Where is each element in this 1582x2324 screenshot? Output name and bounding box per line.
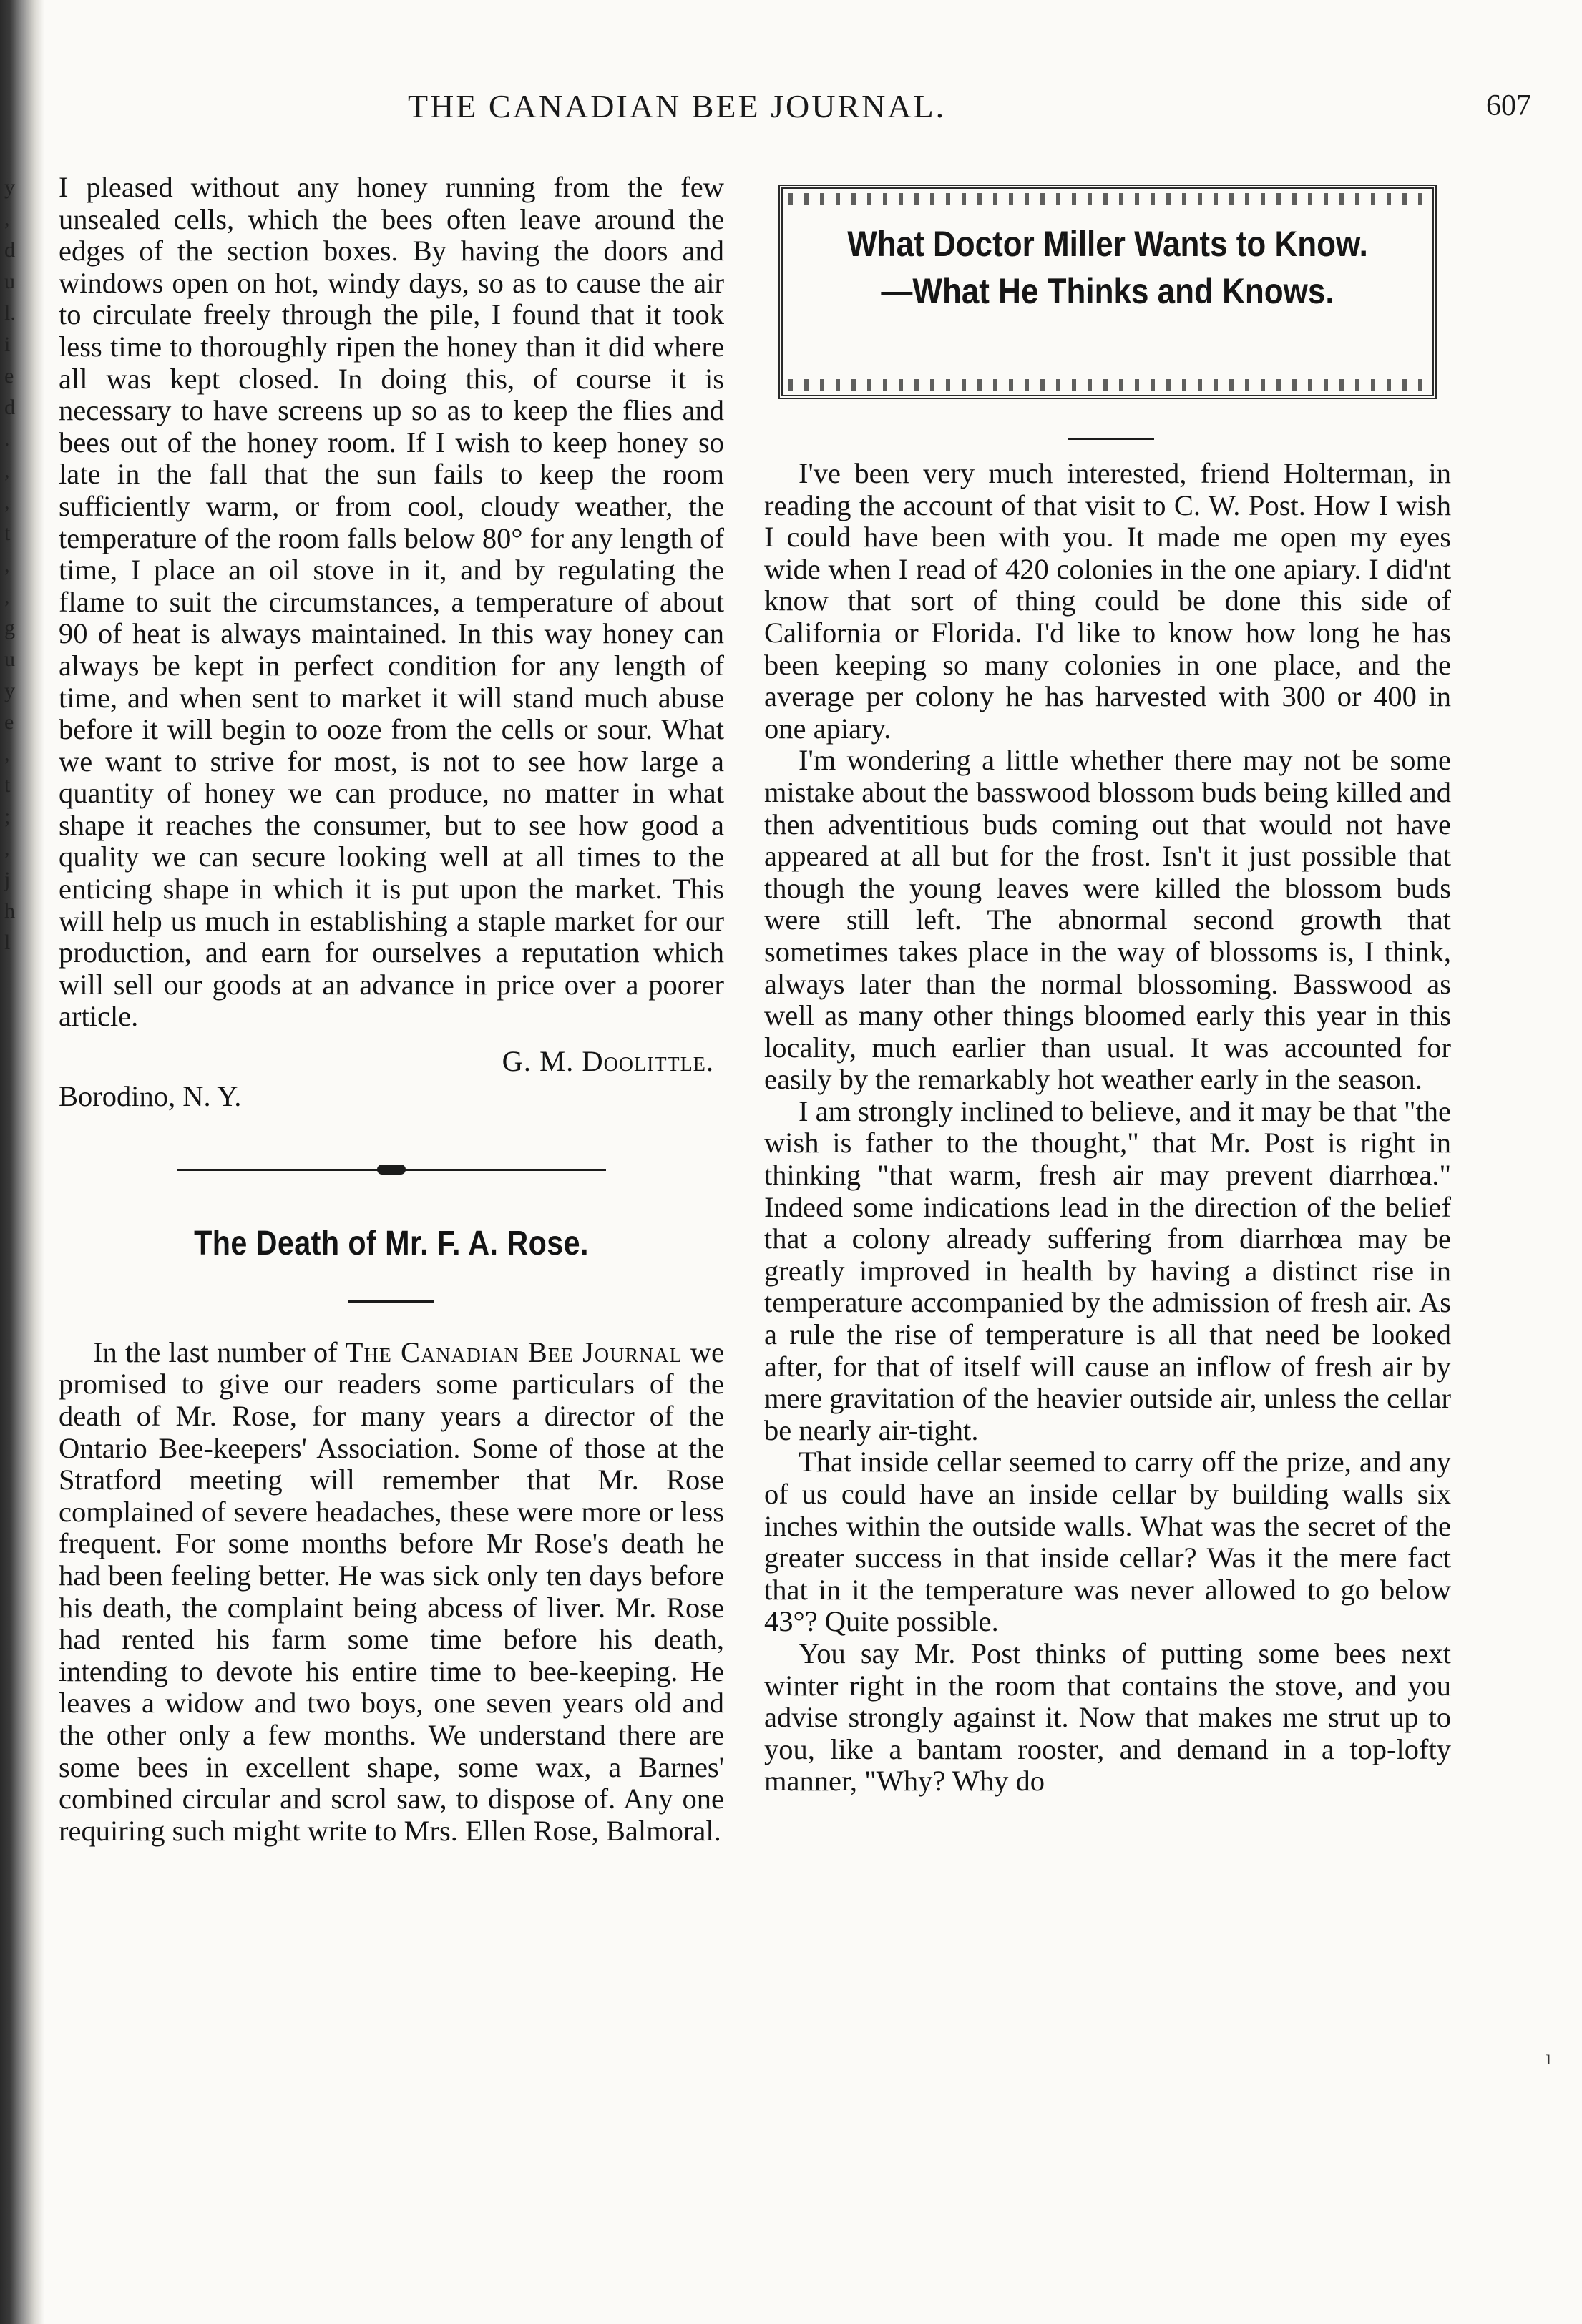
page-number: 607	[1486, 89, 1531, 122]
miller-paragraph-4: That inside cellar seemed to carry off the prize, and any of us could have an inside cellar by building walls six inches within the outside walls. What was the secret of the greater success in that inside cellar? Was it the mere fact that in it the temperature was never allowed to go below 43°? Quite possible.	[764, 1446, 1451, 1638]
right-column	[764, 458, 1451, 1798]
miller-paragraph-3: I am strongly inclined to believe, and it may be that "the wish is father to the thought," that Mr. Post is right in thinking "that warm, fresh air may prevent diarrhœa." Indeed some indications lead in the direction of the belief that a colony already suffering from diarrhœa may be greatly improved in health by having a distinct rise in temperature accompanied by the admission of fresh air. As a rule the rise of temperature is all that need be looked after, for that of itself will cause an inflow of fresh air by mere gravitation of the heavier outside air, unless the cellar be nearly air-tight.	[764, 1094, 1451, 1446]
headline-rule	[348, 1300, 434, 1303]
article-text-post: we promised to give our readers some particulars of the death of Mr. Rose, for many years a director of the Ontario Bee-keepers' Association. Some of those at the Stratford meeting will remember that Mr. Rose complained of severe headaches, these were more or less frequent. For some months before Mr Rose's death he had been feeling better. He was sick only ten days before his death, the complaint being abcess of liver. Mr. Rose had rented his farm some time before his death, intending to devote his entire time to bee-keeping. He leaves a widow and two boys, one seven years old and the other only a few months. We understand there are some bees in excellent shape, some wax, a Barnes' combined circular and scrol saw, to dispose of. Any one requiring such might write to Mrs. Ellen Rose, Balmoral.	[59, 1335, 724, 1847]
author-place: Borodino, N. Y.	[59, 1079, 242, 1112]
miller-article-title: What Doctor Miller Wants to Know.—What He Thinks and Knows.	[847, 224, 1368, 311]
miller-paragraph-1: I've been very much interested, friend Holterman, in reading the account of that visit to C. W. Post. How I wish I could have been with you. It made me open my eyes wide when I read of 420 colonies in the one apiary. I did'nt know that sort of thing could be done this side of California or Florida. I'd like to know how long he has been keeping so many colonies in one place, and the average per colony he has harvested with 300 or 400 in one apiary.	[764, 457, 1451, 745]
rose-article-paragraph	[59, 1337, 724, 1848]
journal-name-inline: The Canadian Bee Journal	[345, 1335, 683, 1368]
gutter-marks: y , d u l. i e d . , , t , , g u y e , t ; , j h l	[4, 175, 16, 954]
box-ornament-top	[788, 193, 1427, 205]
box-ornament-bottom	[788, 379, 1427, 391]
margin-speck: ı	[1546, 2046, 1552, 2069]
article-text-pre: In the last number of	[93, 1335, 346, 1368]
running-head	[57, 80, 1531, 130]
signature-block	[59, 1046, 724, 1112]
binding-gutter	[0, 0, 44, 2324]
left-column	[59, 172, 724, 1847]
title-rule	[1068, 438, 1154, 440]
miller-paragraph-5: You say Mr. Post thinks of putting some bees next winter right in the room that contains the stove, and you advise strongly against it. Now that makes me strut up to you, like a bantam rooster, and demand in a top-lofty manner, "Why? Why do	[764, 1637, 1451, 1798]
journal-title: THE CANADIAN BEE JOURNAL.	[408, 88, 947, 124]
author-signature: G. M. Doolittle.	[502, 1045, 714, 1078]
rose-article-headline: The Death of Mr. F. A. Rose.	[194, 1225, 589, 1263]
section-divider	[177, 1162, 606, 1177]
miller-paragraph-2: I'm wondering a little whether there may not be some mistake about the basswood blossom buds being killed and then adventitious buds coming out that would not have appeared at all but for the frost. Isn't it just possible that though the young leaves were killed the blossom buds were still left. The abnormal second growth that sometimes takes place in the way of blossoms is, I think, always later than the normal blossoming. Basswood as well as many other things bloomed early this year in this locality, much earlier than usual. It was accounted for easily by the remarkably hot weather early in the season.	[764, 744, 1451, 1096]
miller-title-box	[778, 185, 1437, 399]
doolittle-closing-paragraph: I pleased without any honey running from the few unsealed cells, which the bees often leave around the edges of the section boxes. By having the doors and windows open on hot, windy days, so as to cause the air to circulate freely through the pile, I found that it took less time to thoroughly ripen the honey than it did where all was kept closed. In doing this, of course it is necessary to have screens up so as to keep the flies and bees out of the honey room. If I wish to keep honey so late in the fall that the sun fails to keep the room sufficiently warm, or from cool, cloudy weather, the temperature of the room falls below 80° for any length of time, I place an oil stove in it, and by regulating the flame to suit the circumstances, a temperature of about 90 of heat is always maintained. In this way honey can always be kept in perfect condition for any length of time, and when sent to market it will stand much abuse before it will begin to ooze from the cells or sour. What we want to strive for most, is not to see how large a quantity of honey we can produce, no matter in what shape it reaches the consumer, but to see how good a quality we can secure looking well at all times to the enticing shape in which it is put upon the market. This will help us much in establishing a staple market for our production, and earn for ourselves a reputation which will sell our goods at an advance in price over a poorer article.	[59, 171, 724, 1033]
